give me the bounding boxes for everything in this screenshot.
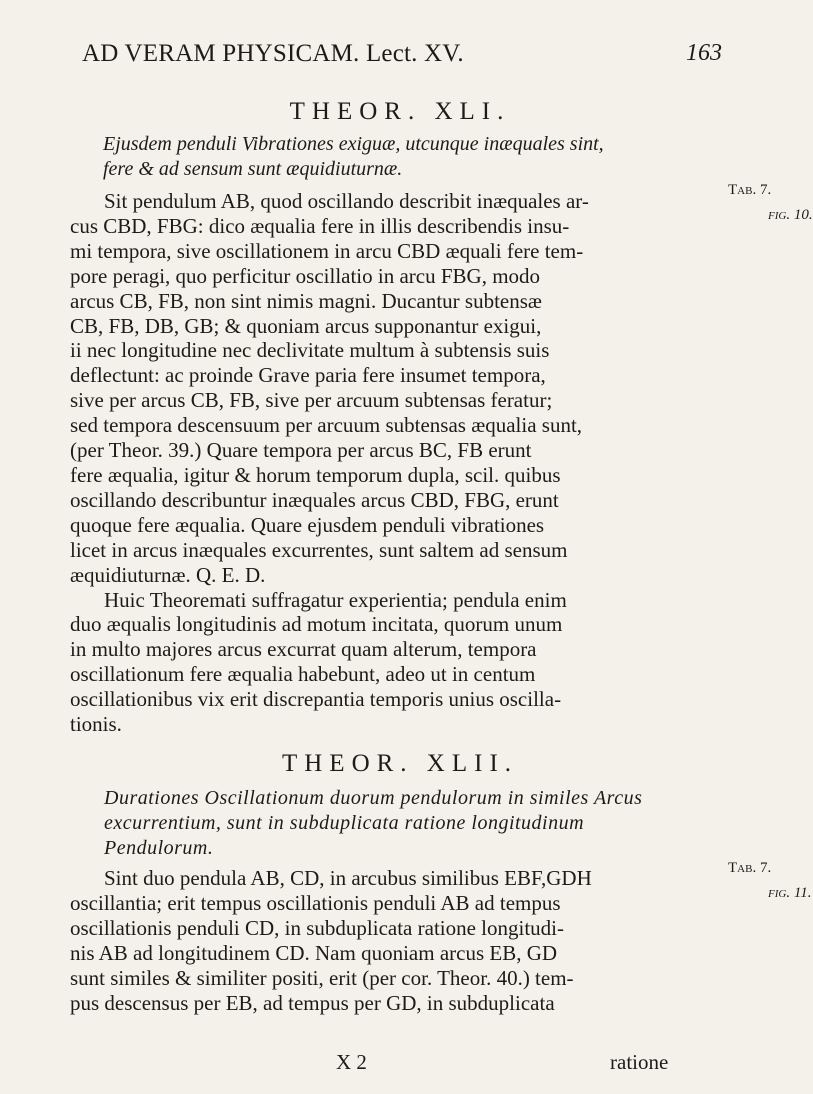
body-line: mi tempora, sive oscillationem in arcu CBD æquali fere tem-: [70, 238, 584, 263]
margin-note-fig-10: [728, 178, 813, 228]
body-line: quoque fere æqualia. Quare ejusdem penduli vibrationes: [70, 512, 545, 537]
body-line: oscillantia; erit tempus oscillationis penduli AB ad tempus: [70, 890, 561, 915]
body-line: sive per arcus CB, FB, sive per arcuum subtensas feratur;: [70, 388, 553, 413]
page-number: 163: [686, 40, 722, 66]
body-line: in multo majores arcus excurrat quam alterum, tempora: [70, 637, 537, 662]
body-line: pore peragi, quo perficitur oscillatio in arcu FBG, modo: [70, 263, 541, 288]
theorem-42-heading: THEOR. XLII.: [281, 750, 519, 777]
body-line: deflectunt: ac proinde Grave paria fere insumet tempora,: [70, 363, 546, 388]
body-line: Sint duo pendula AB, CD, in arcubus similibus EBF,GDH: [104, 866, 592, 890]
body-line: oscillando describuntur inæquales arcus CBD, FBG, erunt: [70, 487, 559, 512]
margin-note-line: Tab. 7.: [728, 182, 772, 198]
theorem-41-heading: THEOR. XLI.: [289, 98, 511, 125]
proposition-line: fere & ad sensum sunt æquidiuturnæ.: [103, 158, 403, 180]
running-title: AD VERAM PHYSICAM. Lect. XV.: [82, 40, 464, 67]
body-line: oscillationis penduli CD, in subduplicata ratione longitudi-: [70, 915, 565, 940]
body-line: arcus CB, FB, non sint nimis magni. Ducantur subtensæ: [70, 288, 542, 313]
theorem-41-proposition: [103, 132, 723, 182]
body-line: pus descensus per EB, ad tempus per GD, in subduplicata: [70, 990, 555, 1015]
proposition-line: Pendulorum.: [104, 837, 214, 859]
signature-mark: X 2: [336, 1050, 367, 1074]
body-line: sed tempora descensuum per arcuum subtensas æqualia sunt,: [70, 413, 583, 438]
body-line: oscillationibus vix erit discrepantia temporis unius oscilla-: [70, 687, 562, 712]
body-line: Huic Theoremati suffragatur experientia; pendula enim: [104, 587, 567, 612]
body-line: (per Theor. 39.) Quare tempora per arcus BC, FB erunt: [70, 438, 532, 463]
body-line: oscillationum fere æqualia habebunt, adeo ut in centum: [70, 662, 536, 687]
proposition-line: Ejusdem penduli Vibrationes exiguæ, utcunque inæquales sint,: [103, 133, 604, 155]
theorem-42-body: [70, 866, 592, 1015]
body-line: Sit pendulum AB, quod oscillando describit inæquales ar-: [104, 189, 589, 213]
running-header: [82, 40, 722, 80]
body-line: licet in arcus inæquales excurrentes, sunt saltem ad sensum: [70, 537, 568, 562]
body-line: tionis.: [70, 712, 122, 737]
margin-note-line: fig. 10.: [768, 206, 813, 223]
body-line: CB, FB, DB, GB; & quoniam arcus supponantur exigui,: [70, 313, 542, 338]
catchword: ratione: [610, 1050, 669, 1074]
body-line: fere æqualia, igitur & horum temporum dupla, scil. quibus: [70, 462, 561, 487]
body-line: duo æqualis longitudinis ad motum incitata, quorum unum: [70, 612, 563, 637]
proposition-line: excurrentium, sunt in subduplicata ratione longitudinum: [104, 812, 585, 834]
page-footer: [0, 1050, 800, 1080]
body-line: ii nec longitudine nec declivitate multum à subtensis suis: [70, 338, 550, 363]
body-line: sunt similes & similiter positi, erit (per cor. Theor. 40.) tem-: [70, 965, 574, 990]
theorem-42-proposition: [104, 786, 744, 861]
body-line: nis AB ad longitudinem CD. Nam quoniam arcus EB, GD: [70, 940, 558, 965]
body-line: æquidiuturnæ. Q. E. D.: [70, 562, 266, 587]
body-line: cus CBD, FBG: dico æqualia fere in illis describendis insu-: [70, 213, 570, 238]
margin-note-line: fig. 11.: [768, 884, 812, 901]
margin-note-line: Tab. 7.: [728, 860, 772, 876]
proposition-line: Durationes Oscillationum duorum pendulorum in similes Arcus: [104, 787, 643, 809]
theorem-41-body: [70, 189, 589, 737]
margin-note-fig-11: [728, 856, 811, 906]
